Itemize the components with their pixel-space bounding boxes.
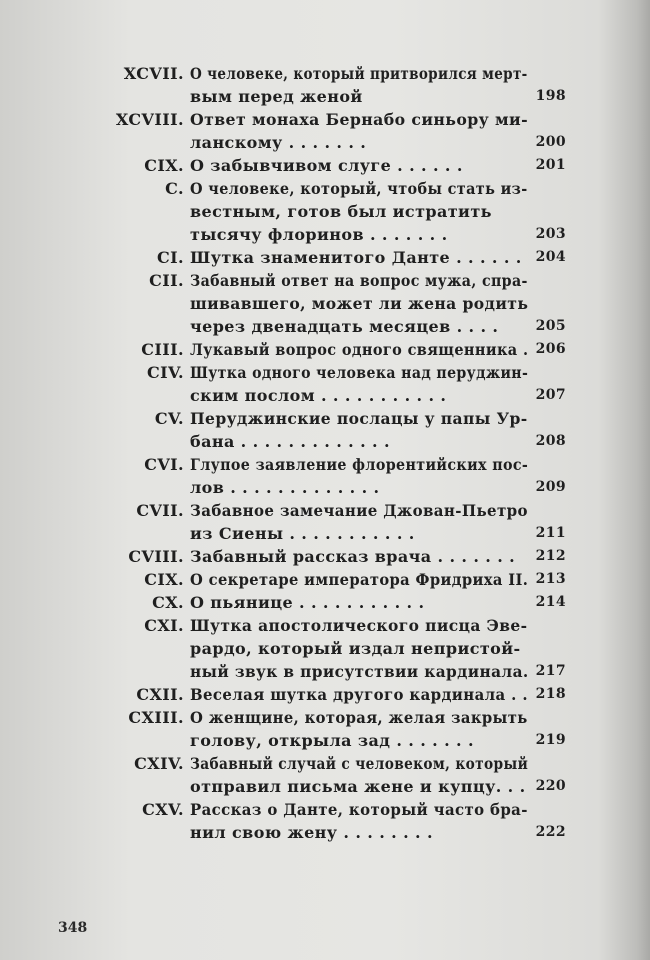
chapter-title-line: Веселая шутка другого кардинала . .: [190, 685, 528, 704]
toc-entry: [0, 269, 650, 338]
chapter-title-line: О человеке, который притворился мерт-: [190, 64, 528, 83]
page-ref: 205: [535, 318, 566, 334]
chapter-title-line: О секретаре императора Фридриха II.: [190, 570, 529, 589]
chapter-title-line: нил свою жену . . . . . . . .: [190, 823, 433, 842]
chapter-title-line: ским послом . . . . . . . . . . .: [190, 386, 447, 405]
chapter-number: C.: [165, 179, 184, 198]
toc-entry: [0, 706, 650, 752]
toc-line: [0, 568, 650, 591]
toc-entry: [0, 177, 650, 246]
chapter-title-line: Лукавый вопрос одного священника .: [190, 340, 529, 359]
chapter-title-line: голову, открыла зад . . . . . . .: [190, 731, 474, 750]
chapter-number: CXV.: [142, 800, 184, 819]
toc-entry: [0, 453, 650, 499]
chapter-title-line: рардо, который издал непристой-: [190, 639, 521, 658]
page-ref: 214: [535, 594, 566, 610]
page-ref: 212: [535, 548, 566, 564]
toc-line: [0, 246, 650, 269]
chapter-title-line: шивавшего, может ли жена родить: [190, 294, 529, 313]
chapter-number: CXI.: [144, 616, 184, 635]
toc-entry: [0, 338, 650, 361]
toc-line: [0, 752, 650, 775]
page-ref: 201: [535, 157, 566, 173]
page-ref: 211: [535, 525, 566, 541]
chapter-number: CXIII.: [128, 708, 184, 727]
page-ref: 204: [535, 249, 566, 265]
toc-line: [0, 200, 650, 223]
chapter-number: CXIV.: [134, 754, 184, 773]
toc-line: [0, 430, 650, 453]
toc-entry: [0, 568, 650, 591]
toc-line: [0, 85, 650, 108]
page-ref: 213: [535, 571, 566, 587]
chapter-title-line: Рассказ о Данте, который часто бра-: [190, 800, 528, 819]
toc-line: [0, 545, 650, 568]
page-number: 348: [58, 920, 88, 936]
chapter-number: XCVII.: [123, 64, 184, 83]
chapter-title-line: Шутка одного человека над перуджин-: [190, 363, 529, 382]
chapter-title-line: Шутка знаменитого Данте . . . . . .: [190, 248, 522, 267]
page-ref: 217: [535, 663, 566, 679]
toc-entry: [0, 62, 650, 108]
toc-entry: [0, 407, 650, 453]
chapter-title-line: ный звук в присутствии кардинала.: [190, 662, 529, 681]
toc-entry: [0, 798, 650, 844]
toc-line: [0, 338, 650, 361]
page-ref: 209: [535, 479, 566, 495]
chapter-title-line: вестным, готов был истратить: [190, 202, 492, 221]
table-of-contents: [0, 62, 650, 844]
page-ref: 219: [535, 732, 566, 748]
toc-line: [0, 384, 650, 407]
toc-line: [0, 499, 650, 522]
chapter-title-line: Перуджинские послацы у папы Ур-: [190, 409, 528, 428]
toc-entry: [0, 108, 650, 154]
chapter-title-line: Забавный ответ на вопрос мужа, спра-: [190, 271, 528, 290]
chapter-title-line: Глупое заявление флорентийских пос-: [190, 455, 529, 474]
toc-entry: [0, 614, 650, 683]
chapter-title-line: отправил письма жене и купцу. . .: [190, 777, 526, 796]
chapter-number: CII.: [149, 271, 184, 290]
chapter-number: CXII.: [136, 685, 184, 704]
toc-entry: [0, 361, 650, 407]
toc-entry: [0, 683, 650, 706]
chapter-number: CV.: [154, 409, 184, 428]
chapter-number: CX.: [152, 593, 184, 612]
chapter-title-line: через двенадцать месяцев . . . .: [190, 317, 499, 336]
chapter-title-line: Шутка апостолического писца Эве-: [190, 616, 528, 635]
toc-line: [0, 292, 650, 315]
page-ref: 206: [535, 341, 566, 357]
toc-line: [0, 775, 650, 798]
toc-line: [0, 223, 650, 246]
toc-line: [0, 522, 650, 545]
toc-line: [0, 407, 650, 430]
toc-line: [0, 177, 650, 200]
toc-entry: [0, 154, 650, 177]
chapter-title-line: Забавное замечание Джован-Пьетро: [190, 501, 528, 520]
chapter-title-line: О забывчивом слуге . . . . . .: [190, 156, 463, 175]
chapter-title-line: О пьянице . . . . . . . . . . .: [190, 593, 425, 612]
toc-entry: [0, 499, 650, 545]
chapter-title-line: лов . . . . . . . . . . . . .: [190, 478, 380, 497]
toc-line: [0, 729, 650, 752]
toc-entry: [0, 246, 650, 269]
chapter-number: CVII.: [136, 501, 184, 520]
chapter-title-line: бана . . . . . . . . . . . . .: [190, 432, 390, 451]
page-ref: 198: [535, 88, 566, 104]
chapter-number: CIX.: [144, 156, 184, 175]
toc-line: [0, 821, 650, 844]
chapter-title-line: Забавный случай с человеком, который: [190, 754, 529, 773]
toc-line: [0, 154, 650, 177]
chapter-title-line: вым перед женой: [190, 87, 363, 106]
chapter-number: CIX.: [144, 570, 184, 589]
chapter-number: CI.: [157, 248, 184, 267]
chapter-number: CIV.: [146, 363, 184, 382]
toc-line: [0, 453, 650, 476]
toc-line: [0, 591, 650, 614]
toc-line: [0, 614, 650, 637]
page-ref: 222: [535, 824, 566, 840]
toc-line: [0, 361, 650, 384]
toc-line: [0, 315, 650, 338]
toc-line: [0, 62, 650, 85]
toc-line: [0, 637, 650, 660]
chapter-number: CVIII.: [128, 547, 184, 566]
chapter-number: CIII.: [141, 340, 184, 359]
toc-line: [0, 660, 650, 683]
chapter-number: CVI.: [144, 455, 184, 474]
toc-line: [0, 108, 650, 131]
toc-line: [0, 706, 650, 729]
chapter-title-line: из Сиены . . . . . . . . . . .: [190, 524, 415, 543]
toc-line: [0, 476, 650, 499]
page-ref: 203: [535, 226, 566, 242]
toc-line: [0, 269, 650, 292]
chapter-number: XCVIII.: [115, 110, 184, 129]
page-ref: 220: [535, 778, 566, 794]
chapter-title-line: О женщине, которая, желая закрыть: [190, 708, 528, 727]
toc-entry: [0, 752, 650, 798]
chapter-title-line: ланскому . . . . . . .: [190, 133, 367, 152]
chapter-title-line: Ответ монаха Бернабо синьору ми-: [190, 110, 529, 129]
toc-entry: [0, 545, 650, 568]
toc-entry: [0, 591, 650, 614]
page-ref: 200: [535, 134, 566, 150]
chapter-title-line: О человеке, который, чтобы стать из-: [190, 179, 528, 198]
page-ref: 218: [535, 686, 566, 702]
toc-line: [0, 683, 650, 706]
chapter-title-line: Забавный рассказ врача . . . . . . .: [190, 547, 516, 566]
page-ref: 207: [535, 387, 566, 403]
chapter-title-line: тысячу флоринов . . . . . . .: [190, 225, 448, 244]
page-ref: 208: [535, 433, 566, 449]
toc-line: [0, 798, 650, 821]
toc-line: [0, 131, 650, 154]
